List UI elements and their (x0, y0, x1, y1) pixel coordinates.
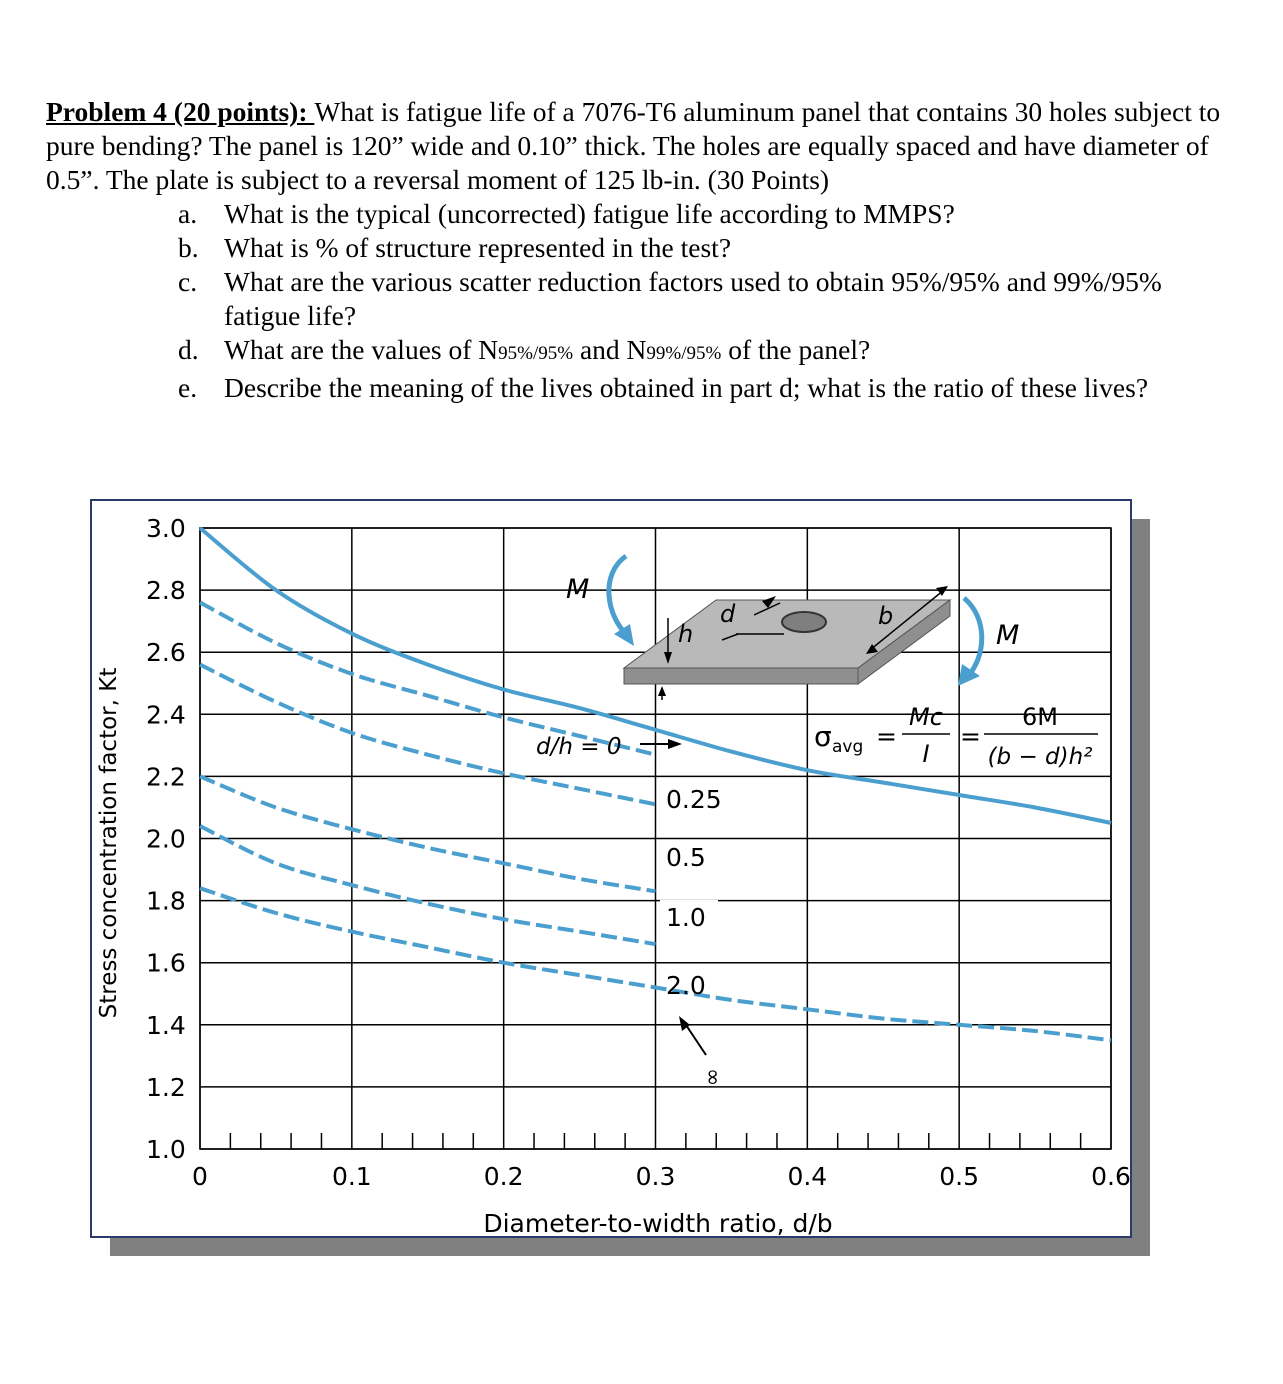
question-sub-b: 99%/95% (646, 343, 722, 364)
x-tick-label: 0.6 (1091, 1162, 1131, 1191)
frac2-denominator: (b − d)h² (987, 744, 1093, 770)
y-tick-label: 1.6 (146, 948, 186, 978)
curve-label-0-5: 0.5 (666, 843, 706, 872)
sigma-symbol: σ (814, 720, 832, 753)
x-tick-label: 0.4 (787, 1162, 828, 1191)
plate-front (624, 668, 858, 684)
question-text-b: and N (573, 334, 647, 365)
x-tick-label: 0.1 (331, 1162, 372, 1191)
problem-intro-text: What is fatigue life of a 7076-T6 aluminum panel that contains 30 holes subject to pure bending? The panel is 120” wide and 0.10” thick. The holes are equally spaced and have diameter of 0.5”. The plate is subject to a reversal moment of 125 lb-in. (30 Points) (46, 96, 1221, 195)
y-tick-label: 2.0 (146, 824, 186, 854)
y-tick-label: 1.4 (146, 1010, 186, 1040)
plate-hole (782, 612, 826, 632)
question-text-c: of the panel? (721, 334, 871, 365)
question-letter: e. (178, 372, 198, 403)
x-tick-label: 0.3 (635, 1162, 676, 1191)
x-tick-label: 0.5 (939, 1162, 980, 1191)
question-letter: d. (178, 334, 199, 365)
frac1-denominator: I (922, 740, 930, 768)
equals-sign: = (960, 722, 981, 751)
question-text-a: What are the values of N (224, 334, 499, 365)
frac1-numerator: Mc (909, 703, 943, 731)
curve-label-1-0: 1.0 (666, 903, 706, 932)
y-tick-label: 1.2 (146, 1072, 186, 1102)
x-tick-label: 0 (192, 1162, 208, 1191)
y-axis-label: Stress concentration factor, Kt (96, 667, 122, 1019)
question-letter: a. (178, 198, 198, 229)
x-axis-label: Diameter-to-width ratio, d/b (483, 1209, 833, 1238)
y-tick-label: 3.0 (146, 514, 186, 543)
question-text: What is % of structure represented in the test? (224, 232, 732, 263)
moment-right-label: M (996, 620, 1020, 651)
x-tick-label: 0.2 (483, 1162, 524, 1191)
h-label: h (678, 620, 694, 648)
problem-title: Problem 4 (20 points): (46, 96, 315, 127)
equals-sign: = (876, 722, 897, 751)
question-text: What is the typical (uncorrected) fatigue life according to MMPS? (224, 198, 955, 229)
y-tick-label: 2.4 (146, 700, 186, 730)
d-label: d (720, 600, 736, 628)
frac2-numerator: 6M (1022, 703, 1058, 731)
question-sub-a: 95%/95% (498, 343, 574, 364)
infinity-label: ∞ (700, 1068, 725, 1087)
sigma-subscript: avg (832, 737, 864, 757)
moment-left-label: M (566, 574, 590, 605)
curve-label-0-25: 0.25 (666, 785, 722, 814)
question-letter: b. (178, 232, 199, 263)
y-tick-label: 2.8 (146, 576, 186, 606)
y-tick-label: 2.2 (146, 762, 186, 792)
y-tick-label: 2.6 (146, 638, 186, 668)
y-tick-label: 1.8 (146, 886, 186, 916)
question-text: Describe the meaning of the lives obtained in part d; what is the ratio of these lives? (224, 372, 1149, 403)
dh-zero-label: d/h = 0 (536, 734, 622, 760)
question-letter: c. (178, 266, 198, 297)
curve-label-2-0: 2.0 (666, 971, 706, 1000)
y-tick-label: 1.0 (146, 1135, 186, 1164)
b-label: b (878, 602, 894, 630)
question-text: What are the various scatter reduction factors used to obtain 95%/95% and 99%/95% fatigue life? (224, 266, 1162, 331)
